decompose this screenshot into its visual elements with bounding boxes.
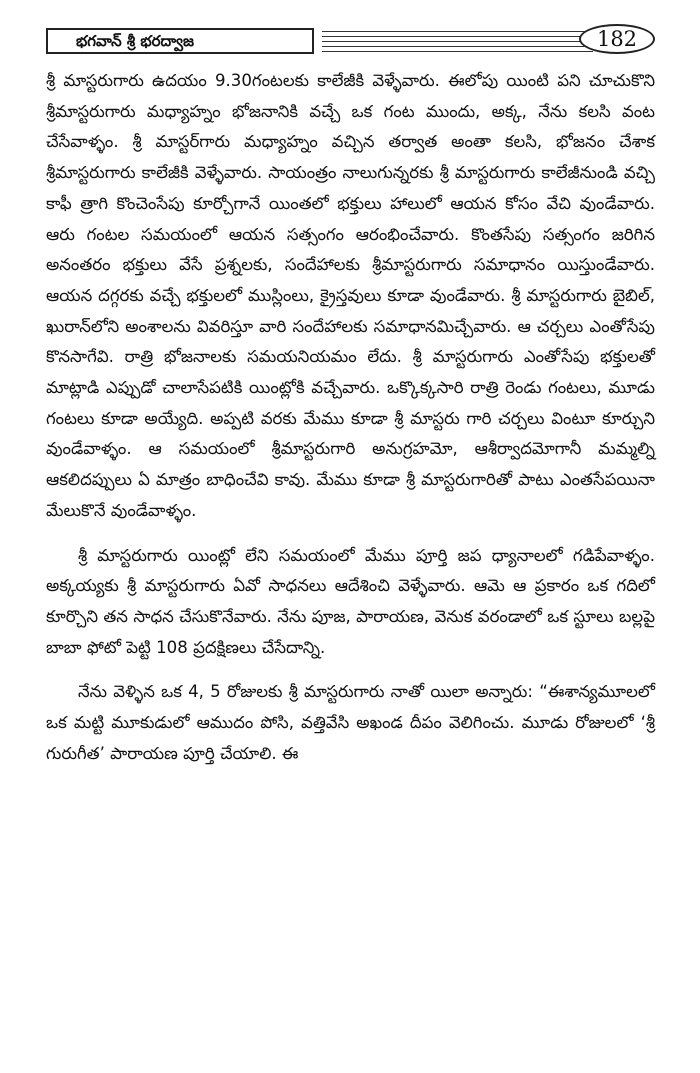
header-rule (322, 41, 593, 42)
page-header (46, 22, 655, 62)
header-rule (322, 31, 593, 32)
header-rule (322, 46, 593, 47)
paragraph-2: శ్రీ మాస్టరుగారు యింట్లో లేని సమయంలో మేము పూర్తి జప ధ్యానాలలో గడిపేవాళ్ళం. అక్కయ్యకు శ్రీ మాస్టరుగారు ఏవో సాధనలు ఆదేశించి వెళ్ళేవారు. ఆమె ఆ ప్రకారం ఒక గదిలో కూర్చొని తన సాధన చేసుకొనేవారు. నేను పూజ, పారాయణ, వెనుక వరండాలో ఒక స్టూలు బల్లపై బాబా ఫోటో పెట్టి 108 ప్రదక్షిణలు చేసేదాన్ని. (46, 545, 655, 657)
header-rule (322, 51, 593, 52)
book-title: భగవాన్ శ్రీ భరద్వాజ (46, 28, 314, 54)
header-rule (322, 36, 593, 37)
paragraph-3: నేను వెళ్ళిన ఒక 4, 5 రోజులకు శ్రీ మాస్టరుగారు నాతో యిలా అన్నారు: “ఈశాన్యమూలలో ఒక మట్టి మూకుడులో ఆముదం పోసి, వత్తివేసి అఖండ దీపం వెలిగించు. మూడు రోజులలో ‘శ్రీ గురుగీత’ పారాయణ పూర్తి చేయాలి. ఈ (46, 682, 655, 763)
body-text (46, 66, 655, 769)
page-number: 182 (579, 24, 655, 54)
paragraph-1: శ్రీ మాస్టరుగారు ఉదయం 9.30గంటలకు కాలేజీకి వెళ్ళేవారు. ఈలోపు యింటి పని చూచుకొని శ్రీమాస్టరుగారు మధ్యాహ్నం భోజనానికి వచ్చే ఒక గంట ముందు, అక్క, నేను కలసి వంట చేసేవాళ్ళం. శ్రీ మాస్టర్‌గారు మధ్యాహ్నం వచ్చిన తర్వాత అంతా కలసి, భోజనం చేశాక శ్రీమాస్టరుగారు కాలేజీకి వెళ్ళేవారు. సాయంత్రం నాలుగున్నరకు శ్రీ మాస్టరుగారు కాలేజీనుండి వచ్చి కాఫీ త్రాగి కొంచెంసేపు కూర్చోగానే యింతలో భక్తులు హాలులో ఆయన కోసం వేచి వుండేవారు. ఆరు గంటల సమయంలో ఆయన సత్సంగం ఆరంభించేవారు. కొంతసేపు సత్సంగం జరిగిన అనంతరం భక్తులు వేసే ప్రశ్నలకు, సందేహాలకు శ్రీమాస్టరుగారు సమాధానం యిస్తుండేవారు. ఆయన దగ్గరకు వచ్చే భక్తులలో ముస్లింలు, క్రైస్తవులు కూడా వుండేవారు. శ్రీ మాస్టరుగారు బైబిల్, ఖురాన్‌లోని అంశాలను వివరిస్తూ వారి సందేహాలకు సమాధానమిచ్చేవారు. ఆ చర్చలు ఎంతోసేపు కొనసాగేవి. రాత్రి భోజనాలకు సమయనియమం లేదు. శ్రీ మాస్టరుగారు ఎంతోసేపు భక్తులతో మాట్లాడి ఎప్పుడో చాలాసేపటికి యింట్లోకి వచ్చేవారు. ఒక్కొక్కసారి రాత్రి రెండు గంటలు, మూడు గంటలు కూడా అయ్యేది. అప్పటి వరకు మేము కూడా శ్రీ మాస్టరు గారి చర్చలు వింటూ కూర్చుని వుండేవాళ్ళం. ఆ సమయంలో శ్రీమాస్టరుగారి అనుగ్రహమో, ఆశీర్వాదమోగానీ మమ్మల్ని ఆకలిదప్పులు ఏ మాత్రం బాధించేవి కావు. మేము కూడా శ్రీ మాస్టరుగారితో పాటు ఎంతసేపయినా మేలుకొనే వుండేవాళ్ళం. (46, 71, 655, 520)
